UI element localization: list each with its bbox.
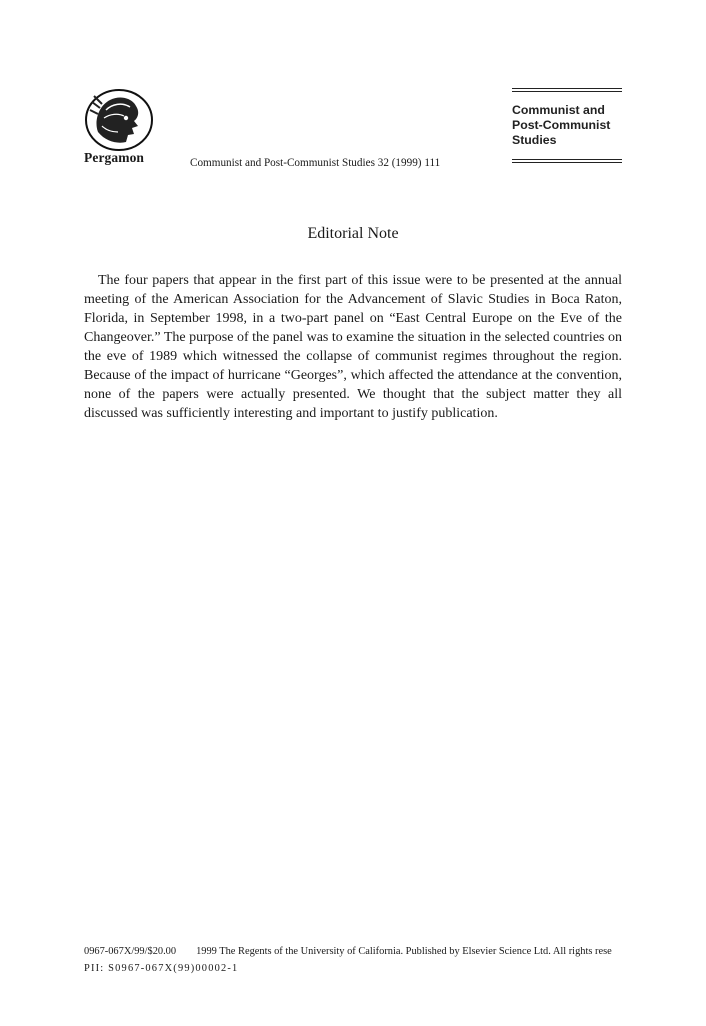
price-code: 0967-067X/99/$20.00 — [84, 946, 177, 957]
article-body: The four papers that appear in the first part of this issue were to be presented at the annual meeting of the American Association for the Advancement of Slavic Studies in Boca Raton, Florida, in September 1998, in a two-part panel on “East Central Europe on the Eve of the Changeover.” The purpose of the panel was to examine the situation in the selected countries on the eve of 1989 which witnessed the collapse of communist regimes throughout the region. Because of the impact of hurricane “Georges”, which affected the attendance at the convention, none of the papers were actually presented. We thought that the subject matter they all discussed was sufficiently interesting and important to justify publication. — [84, 273, 622, 421]
masthead-rule-bottom — [512, 159, 622, 163]
pii-identifier: PII: S0967-067X(99)00002-1 — [84, 963, 239, 974]
copyright-line — [84, 943, 706, 960]
publisher-logo — [84, 88, 154, 152]
journal-title-line: Studies — [512, 133, 557, 147]
copyright-text: 1999 The Regents of the University of California. Published by Elsevier Science Ltd. All rights rese — [196, 946, 612, 957]
article-title: Editorial Note — [307, 225, 399, 242]
page-footer — [84, 943, 706, 977]
journal-title — [512, 103, 622, 148]
journal-citation: Communist and Post-Communist Studies 32 (1999) 111 — [190, 157, 441, 169]
journal-title-line: Communist and — [512, 103, 605, 117]
pergamon-logo-icon — [84, 88, 154, 152]
journal-title-line: Post-Communist — [512, 118, 611, 132]
journal-masthead — [512, 88, 622, 163]
masthead-rule-top — [512, 88, 622, 92]
publisher-name: Pergamon — [84, 150, 145, 165]
